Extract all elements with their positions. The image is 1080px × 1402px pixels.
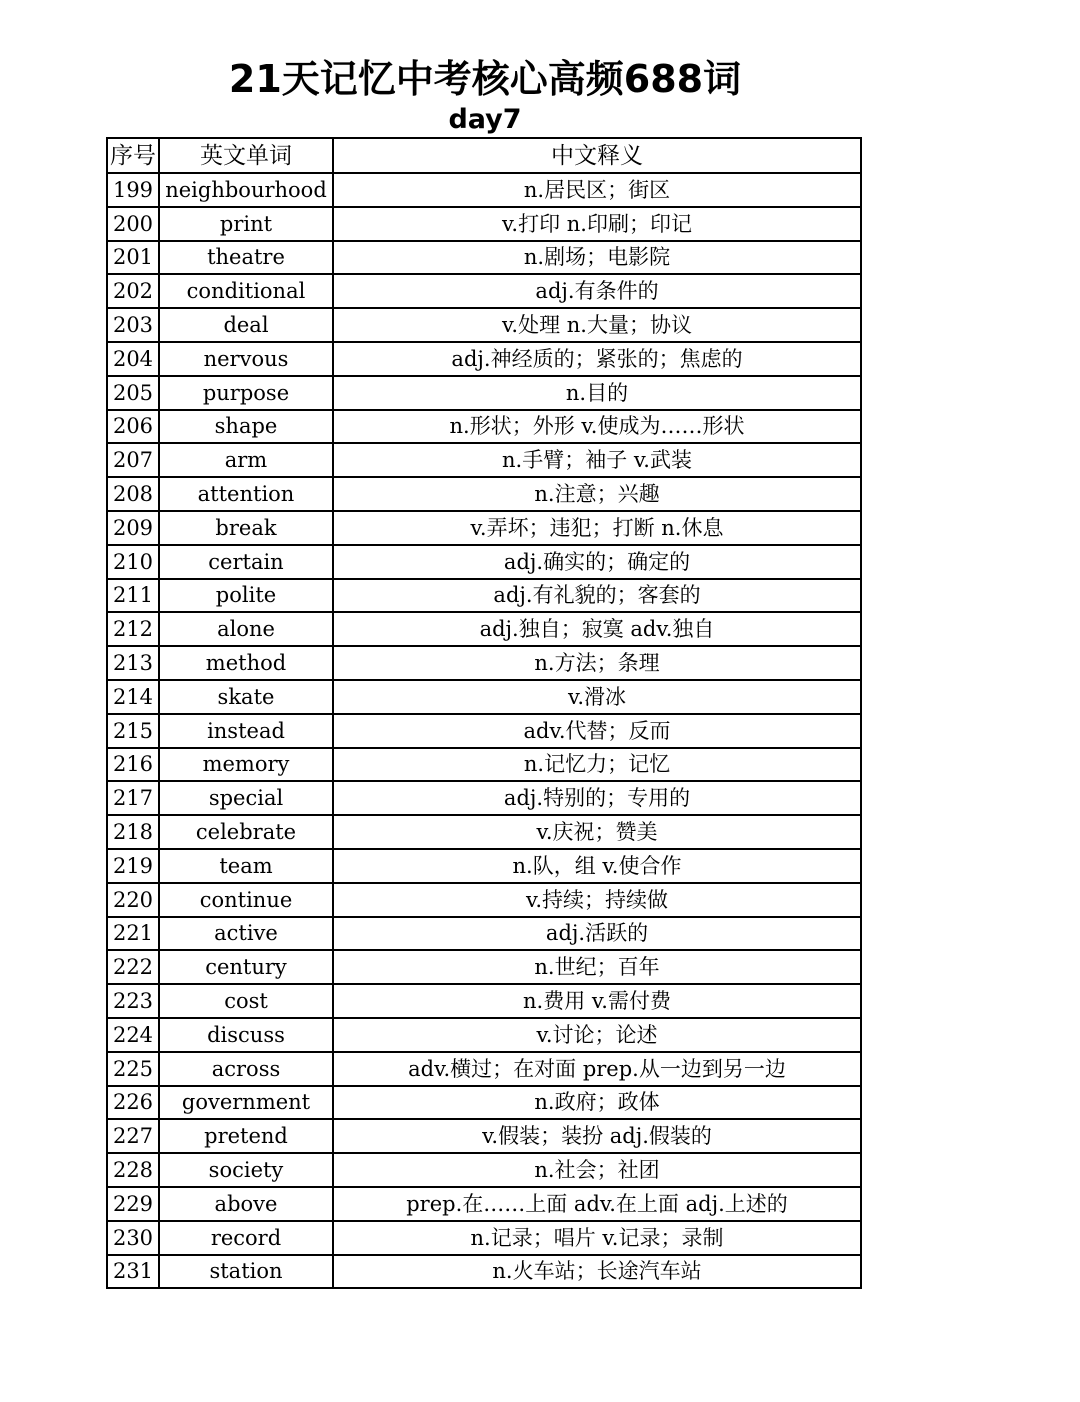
row-english-word: active [159,917,333,951]
row-chinese-meaning: v.讨论；论述 [333,1018,861,1052]
table-row [107,1255,861,1289]
table-row [107,781,861,815]
row-chinese-meaning: adj.确实的；确定的 [333,545,861,579]
table-header [107,138,861,173]
row-chinese-meaning: adj.活跃的 [333,917,861,951]
row-chinese-meaning: n.社会；社团 [333,1153,861,1187]
table-row [107,207,861,241]
row-chinese-meaning: n.注意；兴趣 [333,477,861,511]
row-chinese-meaning: adj.特别的；专用的 [333,781,861,815]
table-row [107,984,861,1018]
row-chinese-meaning: prep.在……上面 adv.在上面 adj.上述的 [333,1187,861,1221]
row-number: 207 [107,443,159,477]
row-english-word: shape [159,410,333,444]
row-english-word: attention [159,477,333,511]
row-english-word: across [159,1052,333,1086]
row-chinese-meaning: n.队，组 v.使合作 [333,849,861,883]
header-number: 序号 [107,138,159,173]
row-number: 230 [107,1221,159,1255]
row-english-word: skate [159,680,333,714]
row-english-word: above [159,1187,333,1221]
row-chinese-meaning: v.弄坏；违犯；打断 n.休息 [333,511,861,545]
row-english-word: memory [159,748,333,782]
row-number: 209 [107,511,159,545]
row-chinese-meaning: n.手臂；袖子 v.武装 [333,443,861,477]
row-chinese-meaning: v.处理 n.大量；协议 [333,308,861,342]
row-english-word: break [159,511,333,545]
row-number: 212 [107,612,159,646]
row-chinese-meaning: v.持续；持续做 [333,883,861,917]
row-english-word: record [159,1221,333,1255]
table-row [107,1221,861,1255]
row-number: 210 [107,545,159,579]
table-row [107,376,861,410]
row-number: 216 [107,748,159,782]
row-number: 202 [107,274,159,308]
table-row [107,1187,861,1221]
row-chinese-meaning: v.滑冰 [333,680,861,714]
row-english-word: certain [159,545,333,579]
row-english-word: cost [159,984,333,1018]
table-row [107,849,861,883]
row-chinese-meaning: n.方法；条理 [333,646,861,680]
row-chinese-meaning: n.记忆力；记忆 [333,748,861,782]
page-title: 21天记忆中考核心高频688词 [228,57,742,101]
row-english-word: government [159,1086,333,1120]
table-row [107,883,861,917]
table-row [107,1052,861,1086]
table-row [107,511,861,545]
row-chinese-meaning: n.剧场；电影院 [333,241,861,275]
table-row [107,1119,861,1153]
row-chinese-meaning: v.假装；装扮 adj.假装的 [333,1119,861,1153]
row-number: 223 [107,984,159,1018]
table-row [107,308,861,342]
row-number: 228 [107,1153,159,1187]
row-english-word: team [159,849,333,883]
row-english-word: discuss [159,1018,333,1052]
row-number: 231 [107,1255,159,1289]
row-number: 229 [107,1187,159,1221]
row-number: 199 [107,173,159,207]
table-row [107,579,861,613]
row-chinese-meaning: v.打印 n.印刷；印记 [333,207,861,241]
row-number: 213 [107,646,159,680]
row-number: 204 [107,342,159,376]
row-english-word: method [159,646,333,680]
row-chinese-meaning: n.记录；唱片 v.记录；录制 [333,1221,861,1255]
row-number: 208 [107,477,159,511]
row-english-word: society [159,1153,333,1187]
row-number: 224 [107,1018,159,1052]
row-english-word: station [159,1255,333,1289]
table-row [107,1086,861,1120]
row-english-word: arm [159,443,333,477]
row-number: 225 [107,1052,159,1086]
row-english-word: polite [159,579,333,613]
row-english-word: alone [159,612,333,646]
row-number: 221 [107,917,159,951]
table-row [107,680,861,714]
row-number: 214 [107,680,159,714]
table-row [107,241,861,275]
row-number: 218 [107,815,159,849]
row-chinese-meaning: adj.神经质的；紧张的；焦虑的 [333,342,861,376]
row-chinese-meaning: n.费用 v.需付费 [333,984,861,1018]
vocabulary-table [106,137,862,1289]
row-english-word: conditional [159,274,333,308]
row-english-word: deal [159,308,333,342]
row-number: 201 [107,241,159,275]
row-chinese-meaning: n.世纪；百年 [333,950,861,984]
table-row [107,646,861,680]
row-english-word: celebrate [159,815,333,849]
table-row [107,545,861,579]
row-number: 227 [107,1119,159,1153]
table-row [107,612,861,646]
row-chinese-meaning: adj.有条件的 [333,274,861,308]
row-english-word: nervous [159,342,333,376]
table-row [107,443,861,477]
header-row [107,138,861,173]
row-english-word: special [159,781,333,815]
row-english-word: print [159,207,333,241]
row-english-word: purpose [159,376,333,410]
row-english-word: century [159,950,333,984]
table-row [107,274,861,308]
table-row [107,342,861,376]
header-chinese-meaning: 中文释义 [333,138,861,173]
row-chinese-meaning: n.火车站；长途汽车站 [333,1255,861,1289]
row-chinese-meaning: n.形状；外形 v.使成为……形状 [333,410,861,444]
header-english-word: 英文单词 [159,138,333,173]
row-number: 219 [107,849,159,883]
row-english-word: instead [159,714,333,748]
row-chinese-meaning: v.庆祝；赞美 [333,815,861,849]
row-chinese-meaning: adv.横过；在对面 prep.从一边到另一边 [333,1052,861,1086]
row-chinese-meaning: adj.有礼貌的；客套的 [333,579,861,613]
row-number: 211 [107,579,159,613]
table-row [107,173,861,207]
table-row [107,714,861,748]
table-row [107,410,861,444]
row-chinese-meaning: n.目的 [333,376,861,410]
row-english-word: theatre [159,241,333,275]
row-number: 222 [107,950,159,984]
row-number: 205 [107,376,159,410]
table-body [107,173,861,1288]
row-number: 206 [107,410,159,444]
table-row [107,950,861,984]
table-row [107,1153,861,1187]
row-english-word: continue [159,883,333,917]
row-chinese-meaning: n.居民区；街区 [333,173,861,207]
row-number: 217 [107,781,159,815]
page-subtitle: day7 [448,104,522,135]
row-number: 220 [107,883,159,917]
row-number: 215 [107,714,159,748]
table-row [107,748,861,782]
table-row [107,917,861,951]
table-row [107,1018,861,1052]
row-number: 200 [107,207,159,241]
row-number: 203 [107,308,159,342]
table-row [107,815,861,849]
row-number: 226 [107,1086,159,1120]
row-chinese-meaning: adj.独自；寂寞 adv.独自 [333,612,861,646]
row-chinese-meaning: adv.代替；反而 [333,714,861,748]
table-row [107,477,861,511]
row-chinese-meaning: n.政府；政体 [333,1086,861,1120]
row-english-word: neighbourhood [159,173,333,207]
row-english-word: pretend [159,1119,333,1153]
